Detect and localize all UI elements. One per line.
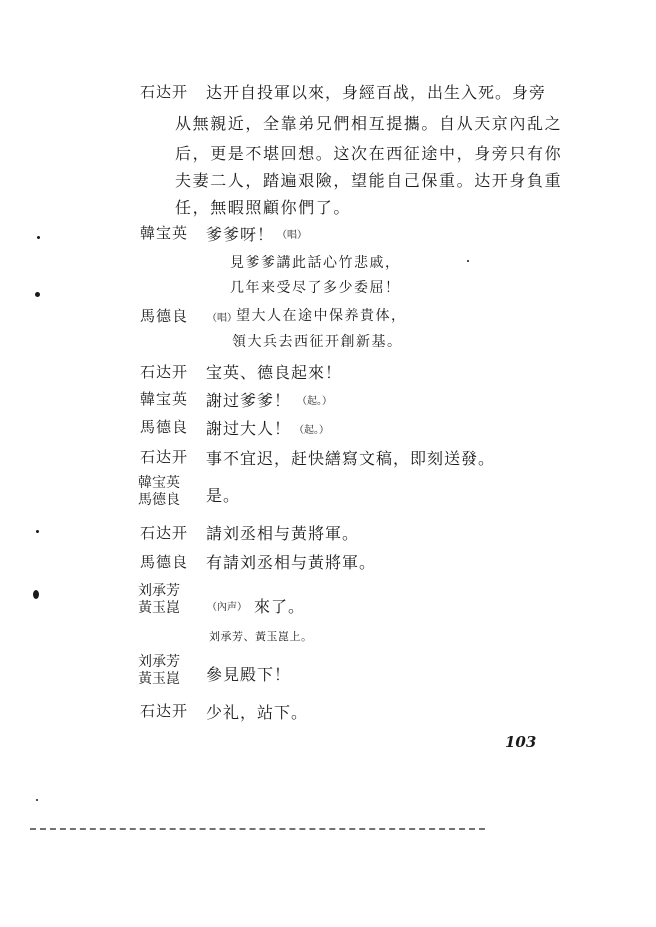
speaker-name: 馬德良	[138, 492, 180, 508]
stage-note: （唱）	[207, 313, 237, 324]
dialogue-text: 夫妻二人，踏遍艰險，望能自己保重。达开身負重	[175, 171, 563, 190]
speaker-name: 石达开	[140, 448, 189, 466]
dialogue-text: 少礼，站下。	[206, 703, 309, 722]
speaker-name: 刘承芳	[138, 583, 180, 599]
speaker-name: 石达开	[140, 524, 189, 542]
speaker-name: 馬德良	[140, 418, 189, 436]
speaker-name: 黃玉崑	[138, 671, 180, 687]
dialogue-text: 宝英、德良起來！	[206, 363, 343, 382]
stage-note: （起。）	[294, 425, 329, 436]
stage-note: （起。）	[297, 396, 332, 407]
dialogue-text: 是。	[206, 486, 241, 505]
song-lyric: 几年来受尽了多少委屈！	[230, 280, 401, 296]
speaker-name: 韓宝英	[138, 475, 180, 491]
speaker-name: 石达开	[140, 363, 189, 381]
song-lyric: 見爹爹講此話心竹悲戚，	[230, 255, 401, 271]
song-lyric: 望大人在途中保养貴体，	[236, 308, 407, 324]
scan-speck	[36, 530, 39, 533]
speaker-name: 馬德良	[140, 307, 189, 325]
scan-speck	[33, 590, 39, 599]
speaker-name: 韓宝英	[140, 390, 189, 408]
speaker-name: 石达开	[140, 702, 189, 720]
dialogue-text: 爹爹呀！	[206, 225, 275, 244]
dialogue-text: 有請刘丞相与黃將軍。	[206, 553, 377, 572]
page-number: 103	[505, 733, 537, 751]
stage-note: （內声）	[207, 602, 247, 613]
dialogue-text: 請刘丞相与黃將軍。	[206, 524, 360, 543]
speaker-name: 馬德良	[140, 553, 189, 571]
scan-speck	[35, 292, 40, 297]
dialogue-text: 謝过大人！	[206, 419, 292, 438]
song-lyric: 領大兵去西征开創新基。	[232, 334, 403, 350]
scan-speck	[37, 236, 40, 239]
dialogue-text: 來了。	[254, 597, 306, 616]
dialogue-text: 从無親近，全靠弟兄們相互提攜。自从天京內乱之	[175, 114, 563, 133]
dialogue-text: 达开自投軍以來，身經百战，出生入死。身旁	[206, 83, 547, 102]
scan-speck	[36, 799, 38, 801]
dialogue-text: 謝过爹爹！	[206, 391, 292, 410]
dialogue-text: 任，無暇照顧你們了。	[175, 198, 352, 217]
stage-direction: 刘承芳、黃玉崑上。	[209, 630, 313, 643]
dialogue-text: 參見殿下！	[206, 665, 292, 684]
speaker-name: 刘承芳	[138, 654, 180, 670]
speaker-name: 黃玉崑	[138, 600, 180, 616]
stage-note: （唱）	[277, 230, 307, 241]
scan-artifact-line	[30, 828, 485, 830]
speaker-name: 韓宝英	[140, 224, 189, 242]
speaker-name: 石达开	[140, 83, 189, 101]
dialogue-text: 后，更是不堪回想。这次在西征途中，身旁只有你	[175, 144, 563, 163]
scan-speck	[467, 260, 469, 262]
dialogue-text: 事不宜迟，赶快繕寫文稿，即刻送發。	[206, 449, 496, 468]
